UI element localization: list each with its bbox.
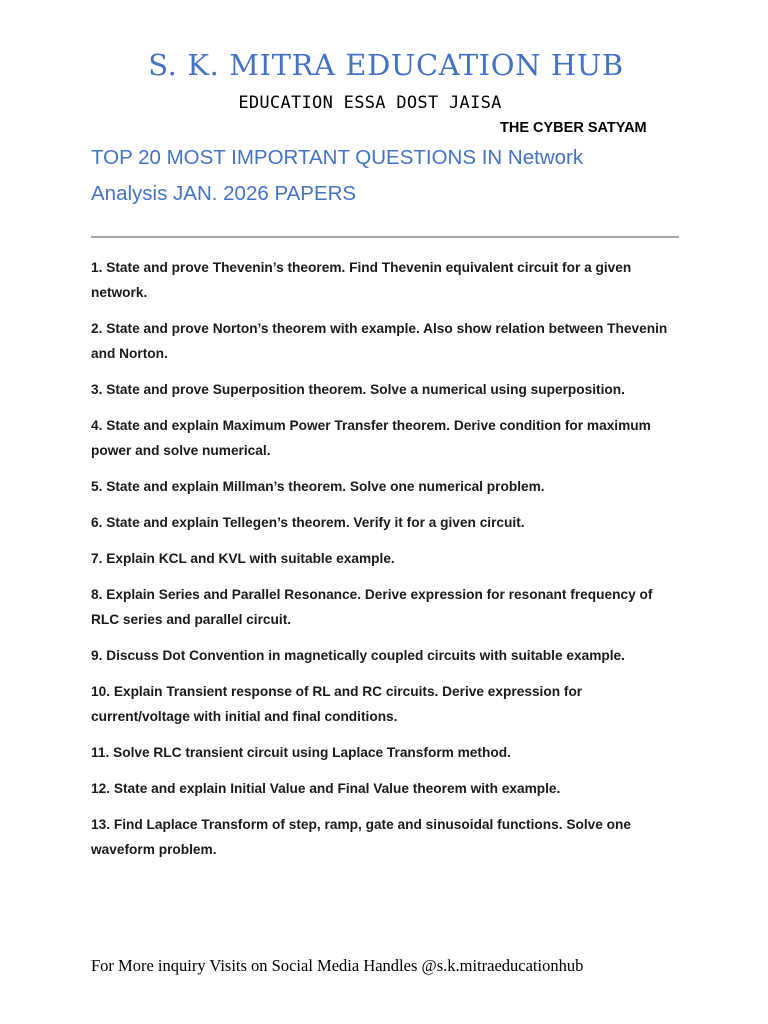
tagline: EDUCATION ESSA DOST JAISA	[238, 93, 502, 113]
question-item: 6. State and explain Tellegen’s theorem. Verify it for a given circuit.	[91, 515, 525, 530]
question-item: 10. Explain Transient response of RL and RC circuits. Derive expression for current/voltage with initial and final conditions.	[91, 684, 583, 724]
question-item: 4. State and explain Maximum Power Transfer theorem. Derive condition for maximum power and solve numerical.	[91, 418, 651, 458]
document-title-line-1: TOP 20 MOST IMPORTANT QUESTIONS IN Network	[91, 146, 584, 169]
question-item: 3. State and prove Superposition theorem. Solve a numerical using superposition.	[91, 382, 625, 397]
question-item: 9. Discuss Dot Convention in magnetically coupled circuits with suitable example.	[91, 648, 625, 663]
footer-inquiry-text: For More inquiry Visits on Social Media Handles @s.k.mitraeducationhub	[91, 956, 584, 975]
document-title-line-2: Analysis JAN. 2026 PAPERS	[91, 182, 357, 205]
question-item: 11. Solve RLC transient circuit using Laplace Transform method.	[91, 745, 511, 760]
question-list	[91, 255, 681, 873]
document-title	[91, 140, 691, 212]
question-item: 7. Explain KCL and KVL with suitable example.	[91, 551, 395, 566]
question-item: 5. State and explain Millman’s theorem. Solve one numerical problem.	[91, 479, 545, 494]
question-item: 1. State and prove Thevenin’s theorem. Find Thevenin equivalent circuit for a given network.	[91, 260, 632, 300]
question-item: 8. Explain Series and Parallel Resonance. Derive expression for resonant frequency of RLC series and parallel circuit.	[91, 587, 653, 627]
question-item: 13. Find Laplace Transform of step, ramp, gate and sinusoidal functions. Solve one waveform problem.	[91, 817, 632, 857]
horizontal-divider	[91, 236, 679, 238]
hub-title: S. K. MITRA EDUCATION HUB	[148, 48, 624, 82]
question-item: 12. State and explain Initial Value and Final Value theorem with example.	[91, 781, 561, 796]
author-name: THE CYBER SATYAM	[500, 120, 647, 136]
question-item: 2. State and prove Norton’s theorem with example. Also show relation between Thevenin and Norton.	[91, 321, 668, 361]
